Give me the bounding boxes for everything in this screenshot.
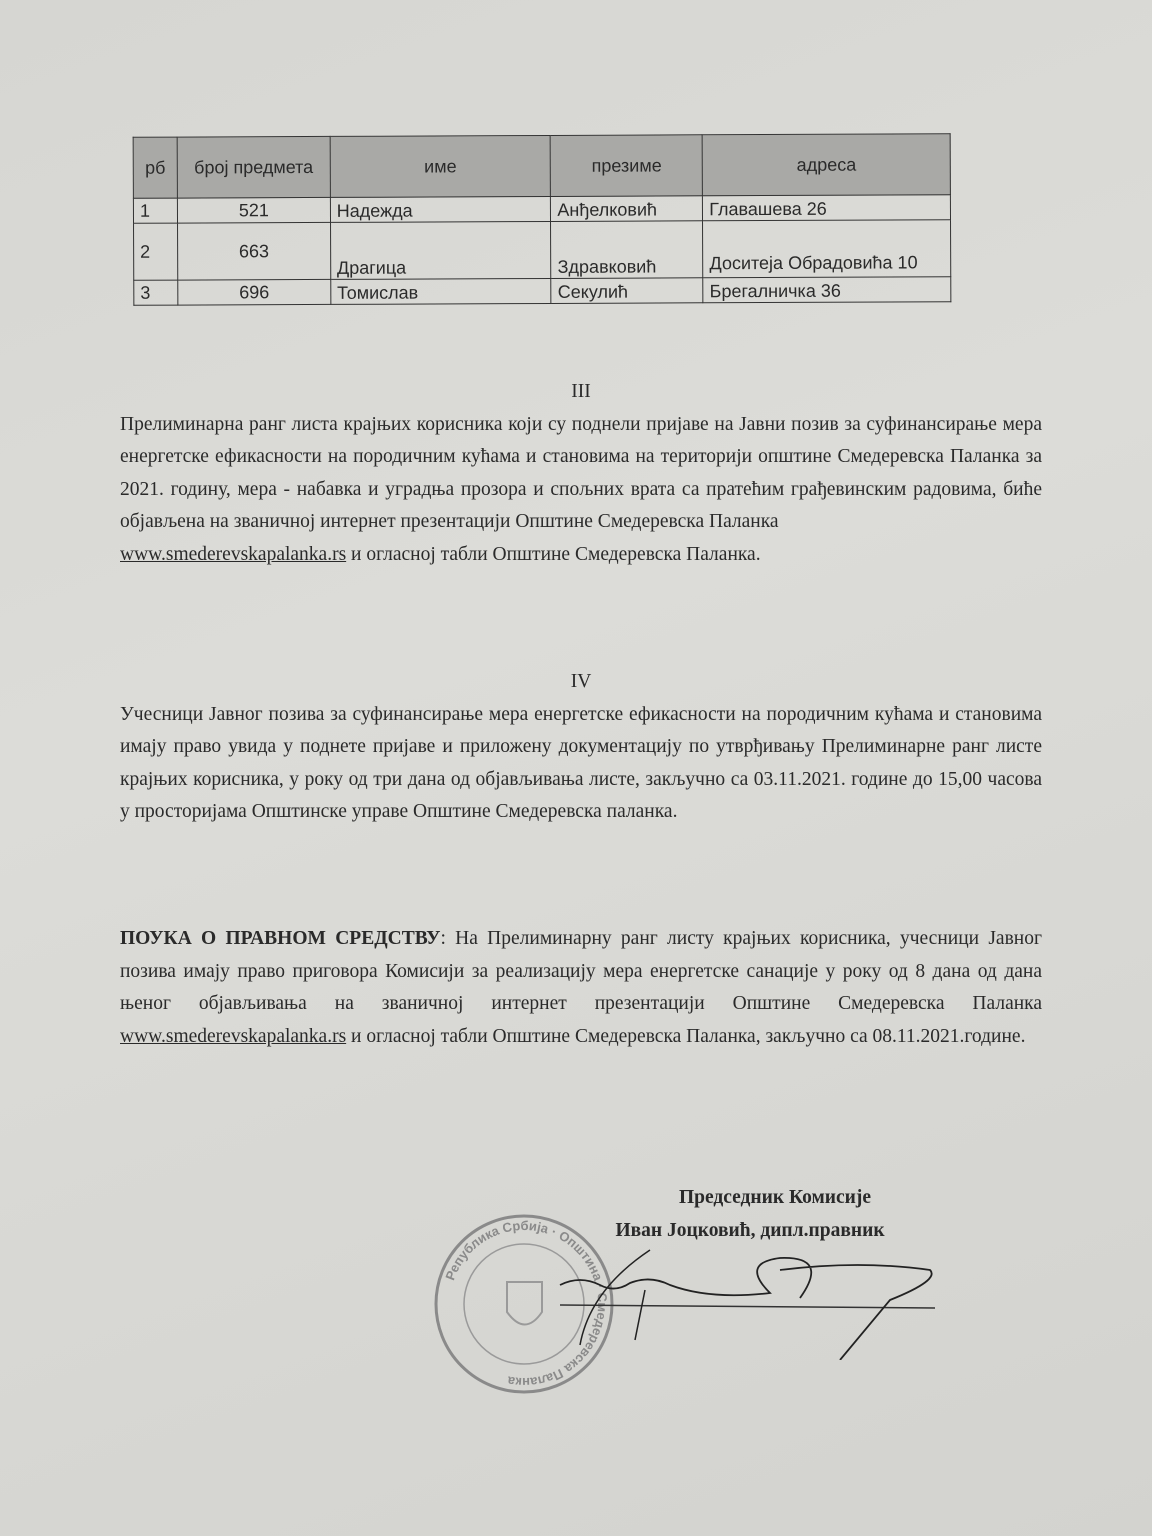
cell-first-name: Надежда (330, 196, 551, 222)
cell-case-number: 663 (177, 222, 330, 280)
section-4 (120, 666, 1042, 829)
svg-text:Република Србија · Општина · С: Република Србија · Општина · Смедеревска Паланка (442, 1217, 611, 1391)
legal-remedy (120, 923, 1042, 1053)
section-3-text-end: и огласној табли Општине Смедеревска Паланка. (351, 543, 761, 565)
section-3-number: III (571, 381, 591, 402)
section-3-text-start: Прелиминарна ранг листа крајњих корисника који су поднели пријаве на Јавни позив за суфинансирање мера енергетске ефикасности на породичним кућама и становима на територији општине Смедеревска Паланка за 2021. годину, мера - набавка и уградња прозора и спољних врата са пратећим грађевинским радовима, биће објављена на званичној интернет презентацији Општине Смедеревска Паланка (120, 413, 1042, 532)
section-4-number: IV (570, 671, 592, 692)
cell-last-name: Секулић (551, 278, 703, 304)
table-row (134, 220, 951, 281)
legal-remedy-text-start: : На Прелиминарну ранг листу крајњих корисника, учесници Јавног позива имају право приговора Комисији за реализацију мера енергетске санације у року од 8 дана од дана њеног објављивања на званичној интернет презентацији Општине Смедеревска Паланка (120, 928, 1042, 1014)
cell-last-name: Анђелковић (551, 196, 703, 222)
cell-case-number: 521 (177, 197, 330, 223)
signature-name: Иван Јоцковић, дипл.правник (615, 1220, 885, 1241)
cell-first-name: Драгица (330, 221, 551, 279)
table-row (134, 277, 951, 306)
cell-address: Брегалничка 36 (703, 277, 951, 303)
cell-rb: 3 (134, 280, 178, 305)
cell-rb: 2 (134, 223, 178, 280)
header-rb: рб (133, 137, 177, 198)
website-link[interactable]: www.smederevskapalanka.rs (120, 543, 347, 565)
legal-remedy-text-end: и огласној табли Општине Смедеревска Паланка, закључно са 08.11.2021.године. (351, 1025, 1026, 1047)
section-3-text (120, 409, 1042, 572)
handwritten-signature (540, 1240, 950, 1360)
website-link[interactable]: www.smederevskapalanka.rs (120, 1025, 347, 1047)
cell-rb: 1 (133, 198, 177, 223)
table-row (133, 195, 950, 224)
cell-address: Доситеја Обрадовића 10 (703, 220, 951, 278)
section-4-text: Учесници Јавног позива за суфинансирање мера енергетске ефикасности на породичним кућама и становима имају право увида у поднете пријаве и приложену документацију по утврђивању Прелиминарне ранг листе крајњих корисника, у року од три дана од објављивања листе, закључно са 03.11.2021. године до 15,00 часова у просторијама Општинске управе Општине Смедеревска паланка. (120, 703, 1042, 822)
header-last-name: презиме (551, 135, 703, 197)
header-address: адреса (702, 134, 950, 196)
legal-remedy-heading: ПОУКА О ПРАВНОМ СРЕДСТВУ (120, 928, 441, 949)
beneficiary-table (133, 133, 952, 306)
signature-title: Председник Комисије (678, 1187, 872, 1208)
header-first-name: име (330, 135, 551, 197)
signature-block (560, 1181, 940, 1247)
header-case-number: број предмета (177, 136, 330, 198)
cell-address: Главашева 26 (703, 195, 951, 221)
table-header-row (133, 134, 950, 199)
cell-case-number: 696 (178, 279, 331, 305)
cell-first-name: Томислав (331, 278, 552, 304)
section-3 (120, 376, 1042, 571)
cell-last-name: Здравковић (551, 221, 703, 279)
